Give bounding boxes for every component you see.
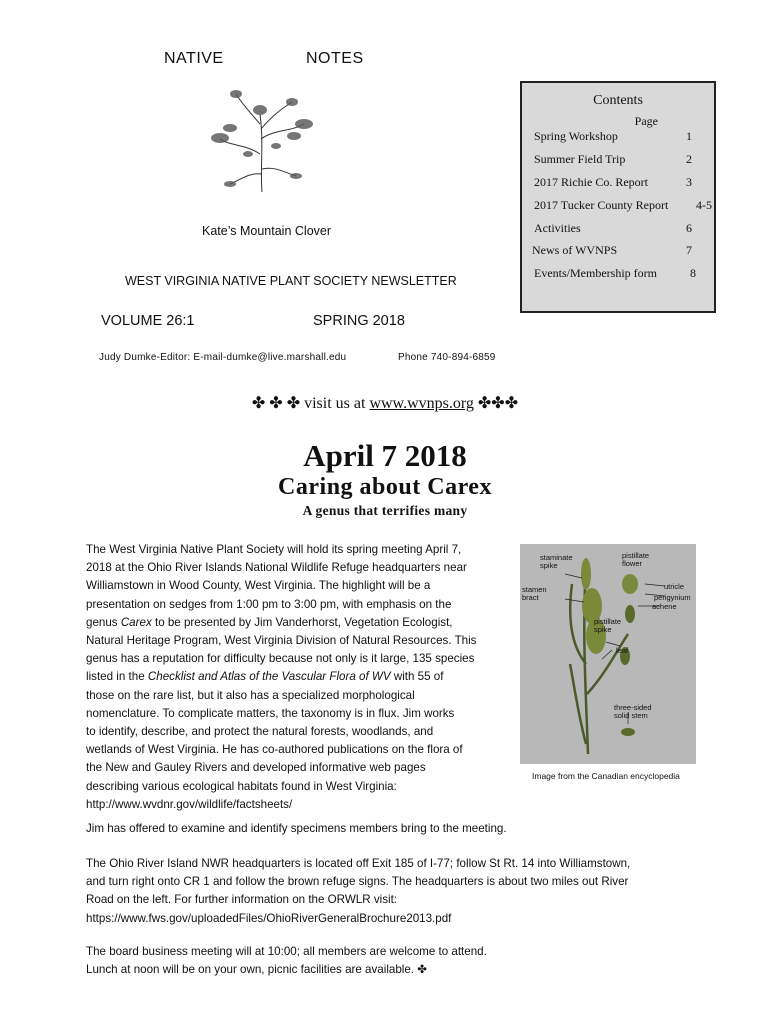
visit-suffix: ✤✤✤ — [473, 395, 519, 412]
carex-drawing — [520, 544, 696, 764]
carex-figure — [520, 544, 696, 764]
text-line — [86, 668, 516, 686]
toc-item-label: Activities — [534, 221, 581, 235]
text-line: describing various ecological habitats found in West Virginia: — [86, 779, 397, 793]
toc-item-label: Spring Workshop — [534, 129, 618, 143]
text-line: wetlands of West Virginia. He has co-authored publications on the flora of — [86, 743, 463, 757]
newsletter-name: WEST VIRGINIA NATIVE PLANT SOCIETY NEWSLETTER — [125, 274, 457, 288]
figure-caption: Image from the Canadian encyclopedia — [532, 771, 680, 781]
text-line: and turn right onto CR 1 and follow the brown refuge signs. The headquarters is about two miles out River — [86, 875, 629, 889]
text-span: genus — [86, 615, 121, 629]
text-line: 2018 at the Ohio River Islands National Wildlife Refuge headquarters near — [86, 561, 467, 575]
contents-box — [520, 81, 716, 313]
text-span: listed in the — [86, 670, 148, 684]
directions-paragraph — [86, 855, 706, 928]
toc-item[interactable] — [534, 198, 712, 213]
label-staminate: staminate spike — [540, 553, 573, 570]
text-line: genus has a reputation for difficulty because not only is it large, 135 species — [86, 652, 475, 666]
article-date: April 7 2018 — [303, 438, 467, 473]
label-leaf: leaf — [616, 646, 629, 655]
label-achene: achene — [652, 602, 677, 611]
toc-item[interactable] — [532, 243, 702, 258]
contents-page-header: Page — [634, 114, 658, 128]
toc-item[interactable] — [534, 129, 702, 144]
label-pistillate-spike: pistillate spike — [594, 617, 622, 634]
toc-item[interactable] — [534, 152, 702, 167]
article-subhead: A genus that terrifies many — [302, 503, 468, 518]
text-line: those on the rare list, but it also has a specialized morphological — [86, 688, 415, 702]
plant-caption: Kate’s Mountain Clover — [202, 224, 332, 238]
editor-line: Judy Dumke-Editor: E-mail-dumke@live.marshall.edu — [99, 352, 347, 363]
text-line: The board business meeting will at 10:00; all members are welcome to attend. — [86, 945, 487, 958]
contents-title: Contents — [593, 93, 643, 108]
text-line: Natural Heritage Program, West Virginia Division of Natural Resources. This — [86, 634, 477, 648]
brochure-url[interactable]: https://www.fws.gov/uploadedFiles/OhioRiverGeneralBrochure2013.pdf — [86, 911, 452, 925]
masthead-native: NATIVE — [164, 50, 224, 67]
toc-item-page: 8 — [690, 266, 696, 280]
toc-item[interactable] — [534, 175, 702, 190]
genus-name: Carex — [120, 615, 152, 629]
text-line: Williamstown in Wood County, West Virginia. The highlight will be a — [86, 579, 431, 593]
clover-illustration — [200, 84, 326, 194]
checklist-title: Checklist and Atlas of the Vascular Flora of WV — [147, 670, 391, 684]
text-line: Road on the left. For further information on the ORWLR visit: — [86, 893, 398, 907]
text-span: with 55 of — [390, 670, 444, 684]
visit-line — [0, 393, 770, 413]
label-perigynium: perigynium — [654, 593, 691, 602]
text-line: presentation on sedges from 1:00 pm to 3:00 pm, with emphasis on the — [86, 597, 452, 611]
specimens-paragraph: Jim has offered to examine and identify specimens members bring to the meeting. — [86, 822, 507, 835]
factsheets-url[interactable]: http://www.wvdnr.gov/wildlife/factsheets/ — [86, 797, 293, 811]
text-line: The Ohio River Island NWR headquarters is located off Exit 185 of I-77; follow St Rt. 14 into Williamstown, — [86, 857, 631, 870]
toc-item-page: 7 — [686, 243, 692, 257]
text-line: Lunch at noon will be on your own, picnic facilities are available. ✤ — [86, 963, 427, 977]
board-paragraph — [86, 943, 706, 979]
article-headline: Caring about Carex — [278, 474, 492, 500]
visit-prefix: ✤ ✤ ✤ visit us at — [251, 395, 370, 412]
label-utricle: utricle — [664, 582, 685, 591]
toc-item-label: News of WVNPS — [532, 243, 618, 257]
toc-item-label: 2017 Richie Co. Report — [534, 175, 648, 189]
toc-item-page: 4-5 — [696, 198, 712, 212]
label-pistillate-flower: pistillate flower — [622, 551, 650, 568]
website-link[interactable]: www.wvnps.org — [369, 395, 474, 412]
toc-item-page: 2 — [686, 152, 692, 166]
phone-line: Phone 740-894-6859 — [398, 352, 496, 363]
volume-label: VOLUME 26:1 — [101, 313, 195, 329]
text-span: to be presented by Jim Vanderhorst, Vegetation Ecologist, — [151, 615, 453, 629]
toc-item-label: Events/Membership form — [534, 266, 657, 280]
text-line: nomenclature. To complicate matters, the taxonomy is in flux. Jim works — [86, 706, 455, 720]
toc-item-label: 2017 Tucker County Report — [534, 198, 669, 212]
toc-item-label: Summer Field Trip — [534, 152, 626, 166]
season-label: SPRING 2018 — [313, 313, 405, 329]
article-intro — [86, 541, 516, 814]
toc-item[interactable] — [534, 266, 702, 281]
label-stem: three-sided solid stem — [614, 703, 652, 720]
label-stamen: stamen bract — [522, 585, 547, 602]
toc-item[interactable] — [534, 221, 702, 236]
toc-item-page: 3 — [686, 175, 692, 189]
masthead-notes: NOTES — [306, 50, 364, 67]
text-line — [86, 614, 516, 632]
text-line: to identify, describe, and protect the natural forests, woodlands, and — [86, 725, 434, 739]
toc-item-page: 6 — [686, 221, 692, 235]
text-line: The West Virginia Native Plant Society will hold its spring meeting April 7, — [86, 543, 462, 556]
text-line: the New and Gauley Rivers and developed informative web pages — [86, 761, 426, 775]
toc-item-page: 1 — [686, 129, 692, 143]
